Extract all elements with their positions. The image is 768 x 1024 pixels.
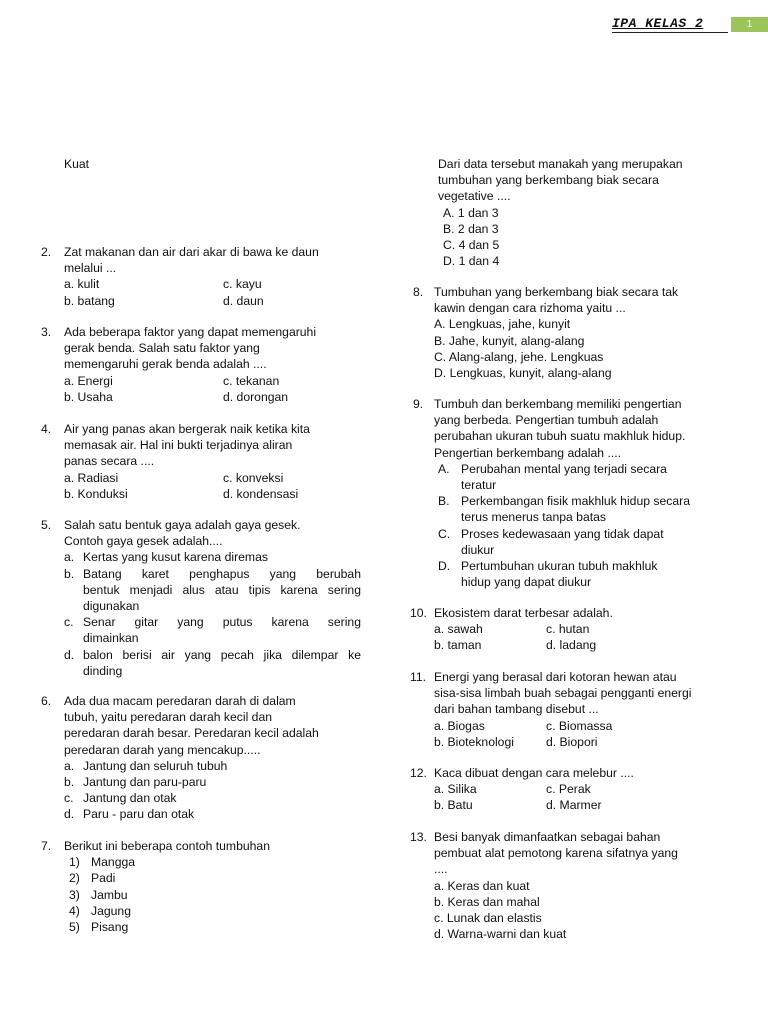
question-number: 4.	[41, 422, 52, 436]
question-text: Zat makanan dan air dari akar di bawa ke daun	[64, 245, 319, 259]
option-text: balon berisi air yang pecah jika dilempar ke	[83, 647, 361, 662]
option-c: c. hutan	[546, 622, 590, 637]
question-number: 7.	[41, 839, 52, 853]
option-label: d.	[64, 807, 75, 822]
option-row	[64, 389, 364, 405]
question-text: vegetative ....	[438, 189, 511, 204]
question-number: 12.	[410, 766, 427, 780]
option-b: b. Batu	[434, 798, 473, 813]
option-text: Jantung dan seluruh tubuh	[83, 758, 228, 773]
option-d: d. daun	[223, 293, 264, 308]
question-number: 9.	[413, 397, 424, 411]
question-number: 2.	[41, 245, 52, 259]
option-row	[434, 797, 744, 813]
option-text: Jantung dan paru-paru	[83, 774, 207, 789]
option-a	[64, 758, 364, 774]
question-text: Pengertian berkembang adalah ....	[434, 445, 622, 460]
question-text: yang berbeda. Pengertian tumbuh adalah	[434, 413, 659, 428]
question-text: Energi yang berasal dari kotoran hewan atau	[434, 670, 677, 684]
option-a	[438, 461, 754, 493]
option-row	[434, 734, 759, 750]
option-b: b. Bioteknologi	[434, 734, 514, 749]
option-row	[434, 637, 744, 653]
option-c	[64, 790, 364, 806]
question-text: peredaran darah yang mencakup.....	[64, 742, 261, 757]
option-text: teratur	[461, 477, 497, 492]
option-label: c.	[64, 615, 74, 630]
list-item	[69, 887, 364, 903]
option-label: b.	[64, 774, 75, 789]
question-text: memasak air. Hal ini bukti terjadinya aliran	[64, 438, 293, 453]
option-d	[64, 647, 361, 679]
option-text: dinding	[83, 663, 123, 678]
option-label: C.	[438, 526, 451, 541]
question-text: Tumbuh dan berkembang memiliki pengertian	[434, 397, 682, 411]
question-text: peredaran darah besar. Peredaran kecil adalah	[64, 726, 319, 741]
option-label: D.	[438, 558, 451, 573]
option-c: c. tekanan	[223, 373, 280, 388]
option-text: Batang karet penghapus yang berubah	[83, 566, 361, 581]
option-a: a. Energi	[64, 373, 113, 388]
question-text: kawin dengan cara rizhoma yaitu ...	[434, 301, 626, 316]
question-number: 3.	[41, 325, 52, 339]
option-c: c. kayu	[223, 277, 262, 292]
question-text: melalui ...	[64, 261, 117, 276]
question-text: Ada beberapa faktor yang dapat memengaruhi	[64, 325, 317, 339]
option-text: Perkembangan fisik makhluk hidup secara	[461, 494, 690, 509]
option-d: d. dorongan	[223, 389, 289, 404]
question-number: 5.	[41, 518, 52, 532]
question-text: Ekosistem darat terbesar adalah.	[434, 606, 613, 620]
option-b: B. 2 dan 3	[443, 221, 499, 236]
option-c: c. Biomassa	[546, 718, 613, 733]
option-label: d.	[64, 647, 75, 662]
option-d: d. Biopori	[546, 734, 598, 749]
question-number: 6.	[41, 694, 52, 708]
option-d	[64, 806, 364, 822]
option-b: b. Usaha	[64, 389, 113, 404]
item-number: 2)	[69, 871, 80, 886]
question-text: sisa-sisa limbah buah sebagai pengganti energi	[434, 686, 692, 701]
question-text: ....	[434, 862, 448, 877]
header-underline	[612, 32, 728, 33]
question-text: tubuh, yaitu peredaran darah kecil dan	[64, 710, 273, 725]
option-text: Kertas yang kusut karena diremas	[83, 550, 268, 565]
question-text: Dari data tersebut manakah yang merupakan	[438, 157, 683, 171]
question-text: Air yang panas akan bergerak naik ketika kita	[64, 422, 310, 436]
option-c: C. 4 dan 5	[443, 237, 500, 252]
item-text: Padi	[91, 871, 116, 886]
option-row	[64, 470, 364, 486]
option-a: A. 1 dan 3	[443, 205, 499, 220]
option-row	[64, 293, 364, 309]
option-text: Proses kedewasaan yang tidak dapat	[461, 526, 664, 541]
option-a: a. Silika	[434, 782, 477, 797]
item-number: 4)	[69, 903, 80, 918]
option-text: terus menerus tanpa batas	[461, 510, 606, 525]
option-d: D. 1 dan 4	[443, 254, 500, 269]
item-number: 1)	[69, 855, 80, 870]
option-b: B. Jahe, kunyit, alang-alang	[434, 333, 585, 348]
option-d: d. ladang	[546, 638, 597, 653]
question-text: Kaca dibuat dengan cara melebur ....	[434, 766, 634, 780]
option-text: dimainkan	[83, 631, 139, 646]
item-number: 3)	[69, 887, 80, 902]
question-number: 8.	[413, 285, 424, 299]
option-row	[64, 486, 364, 502]
question-number: 10.	[410, 606, 427, 620]
item-text: Jagung	[91, 903, 131, 918]
option-text: digunakan	[83, 598, 140, 613]
option-b: b. taman	[434, 638, 482, 653]
option-c	[438, 526, 754, 558]
option-d	[438, 558, 754, 590]
option-label: A.	[438, 461, 450, 476]
option-text: Jantung dan otak	[83, 791, 177, 806]
option-a: a. Biogas	[434, 718, 485, 733]
page-number-badge: 1	[731, 17, 768, 32]
question-number: 13.	[410, 830, 427, 844]
option-b: b. Konduksi	[64, 486, 128, 501]
option-label: a.	[64, 758, 75, 773]
question-text: Berikut ini beberapa contoh tumbuhan	[64, 839, 270, 853]
question-text: memengaruhi gerak benda adalah ....	[64, 357, 267, 372]
option-text: Perubahan mental yang terjadi secara	[461, 461, 667, 476]
option-text: bentuk menjadi alus atau tipis karena sering	[83, 582, 361, 597]
list-item	[69, 903, 364, 919]
option-c	[64, 614, 361, 646]
option-a: a. kulit	[64, 277, 100, 292]
question-number: 11.	[410, 670, 427, 684]
option-row	[434, 781, 744, 797]
item-text: Mangga	[91, 855, 136, 870]
option-b	[438, 493, 754, 525]
option-row	[434, 621, 744, 637]
option-row	[64, 276, 364, 292]
option-d: d. Warna-warni dan kuat	[434, 927, 567, 942]
item-number: 5)	[69, 919, 80, 934]
option-d: d. kondensasi	[223, 486, 299, 501]
question-text: panas secara ....	[64, 454, 155, 469]
option-text: Senar gitar yang putus karena sering	[83, 615, 361, 630]
question-text: tumbuhan yang berkembang biak secara	[438, 173, 659, 188]
item-text: Jambu	[91, 887, 128, 902]
option-d: d. Marmer	[546, 798, 602, 813]
option-a: A. Lengkuas, jahe, kunyit	[434, 317, 571, 332]
question-text: Besi banyak dimanfaatkan sebagai bahan	[434, 830, 661, 844]
question-text: Contoh gaya gesek adalah....	[64, 534, 223, 549]
question-text: Tumbuhan yang berkembang biak secara tak	[434, 285, 679, 299]
option-text: diukur	[461, 542, 495, 557]
option-text: Pertumbuhan ukuran tubuh makhluk	[461, 558, 658, 573]
question-text: pembuat alat pemotong karena sifatnya yang	[434, 846, 678, 861]
option-text: Paru - paru dan otak	[83, 807, 195, 822]
question-text: gerak benda. Salah satu faktor yang	[64, 341, 260, 356]
option-d: D. Lengkuas, kunyit, alang-alang	[434, 365, 612, 380]
option-b: b. batang	[64, 293, 115, 308]
option-label: a.	[64, 550, 75, 565]
question-text: dari bahan tambang disebut ...	[434, 702, 599, 717]
option-a: a. sawah	[434, 622, 483, 637]
question-text: Ada dua macam peredaran darah di dalam	[64, 694, 296, 708]
question-text: perubahan ukuran tubuh suatu makhluk hidup.	[434, 429, 686, 444]
option-row	[64, 373, 364, 389]
option-label: B.	[438, 494, 450, 509]
item-text: Pisang	[91, 919, 129, 934]
option-c: c. konveksi	[223, 470, 284, 485]
option-b	[64, 566, 361, 615]
option-b	[64, 774, 364, 790]
list-item	[69, 854, 364, 870]
option-label: c.	[64, 791, 74, 806]
option-a	[64, 549, 361, 565]
option-label: b.	[64, 566, 75, 581]
option-text: hidup yang dapat diukur	[461, 575, 592, 590]
question-text: Salah satu bentuk gaya adalah gaya gesek.	[64, 518, 301, 532]
option-c: C. Alang-alang, jehe. Lengkuas	[434, 349, 604, 364]
list-item	[69, 870, 364, 886]
option-a: a. Radiasi	[64, 470, 119, 485]
option-b: b. Keras dan mahal	[434, 894, 540, 909]
option-c: c. Lunak dan elastis	[434, 910, 542, 925]
option-c: c. Perak	[546, 782, 591, 797]
option-row	[434, 718, 759, 734]
option-a: a. Keras dan kuat	[434, 878, 530, 893]
list-item	[69, 919, 364, 935]
question-7-continued	[438, 156, 738, 269]
question-fragment: Kuat	[64, 157, 90, 171]
page-header-title: IPA KELAS 2	[612, 16, 704, 31]
